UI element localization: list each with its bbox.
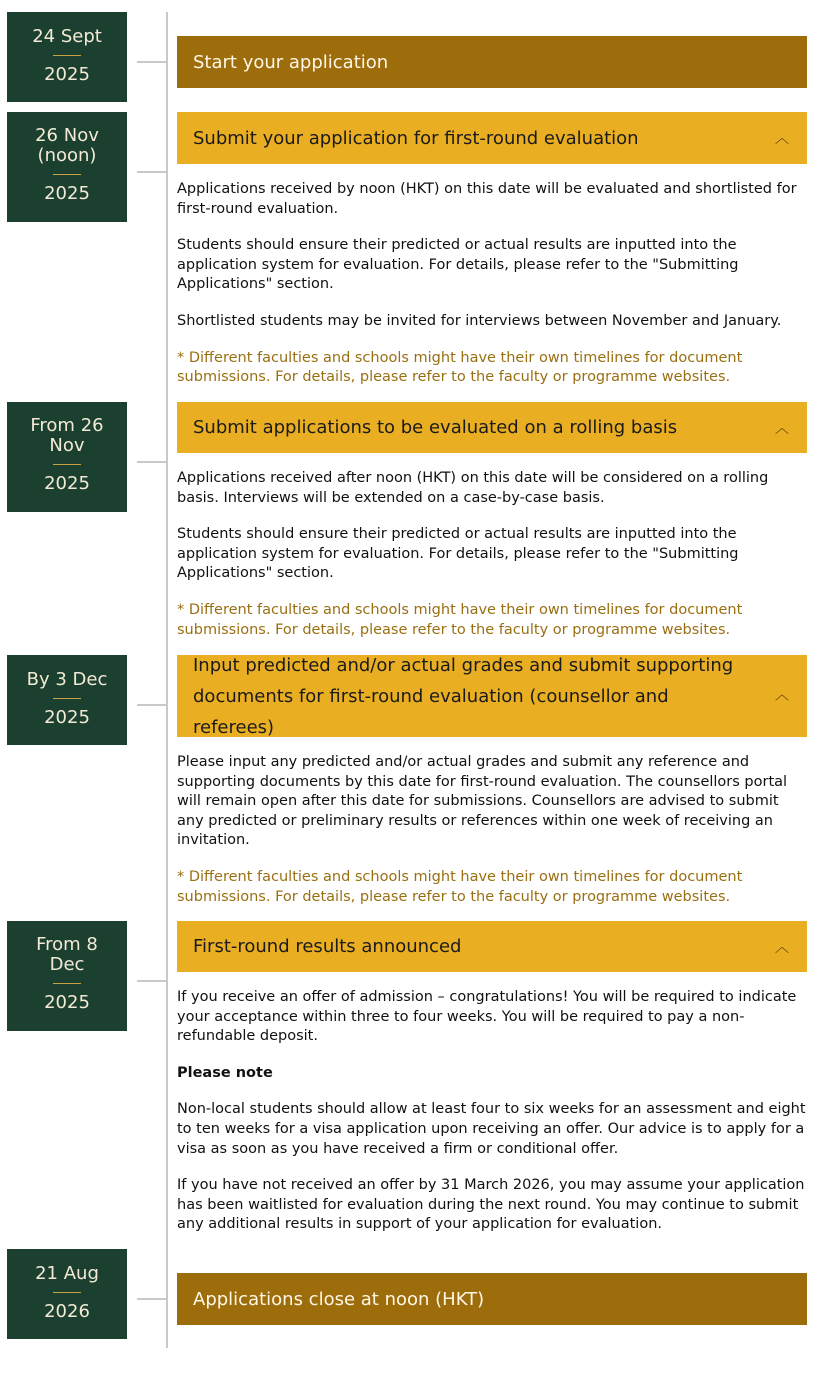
date-year: 2025 [44, 64, 90, 85]
milestone-title: Applications close at noon (HKT) [193, 1288, 485, 1310]
milestone-title: Start your application [193, 51, 389, 73]
date-label: Nov [49, 435, 85, 456]
chevron-up-icon[interactable]: ︿ [775, 687, 789, 704]
chevron-up-icon[interactable]: ︿ [775, 420, 789, 437]
body-paragraph: Students should ensure their predicted or actual results are inputted into the application system for evaluation. For details, please refer to the "Submitting Applications" section. [177, 237, 739, 293]
milestone-bar [177, 36, 807, 88]
body-paragraph: Shortlisted students may be invited for interviews between November and January. [177, 312, 782, 329]
date-year: 2026 [44, 1301, 90, 1322]
accordion-header[interactable] [177, 921, 807, 972]
timeline-connector [137, 461, 167, 463]
date-divider [53, 1292, 81, 1293]
date-year: 2025 [44, 183, 90, 204]
date-divider [53, 983, 81, 984]
accordion-body [177, 180, 809, 405]
date-box [7, 921, 127, 1031]
footnote-text: * Different faculties and schools might have their own timelines for document submissions. For details, please refer to the faculty or programme websites. [177, 349, 743, 386]
accordion-body [177, 469, 809, 657]
accordion-body [177, 753, 809, 924]
footnote-text: * Different faculties and schools might have their own timelines for document submissions. For details, please refer to the faculty or programme websites. [177, 868, 743, 905]
date-label: From 8 [36, 934, 98, 955]
date-divider [53, 55, 81, 56]
date-label: 21 Aug [35, 1263, 99, 1284]
date-divider [53, 464, 81, 465]
accordion-header[interactable] [177, 112, 807, 164]
timeline-connector [137, 704, 167, 706]
date-label: Dec [49, 954, 85, 975]
body-paragraph: Applications received by noon (HKT) on this date will be evaluated and shortlisted for first-round evaluation. [177, 181, 797, 217]
timeline-connector [137, 980, 167, 982]
date-box [7, 655, 127, 745]
body-paragraph: If you receive an offer of admission – congratulations! You will be required to indicate your acceptance within three to four weeks. You will be required to pay a non-refundable deposit. [177, 989, 797, 1045]
date-year: 2025 [44, 707, 90, 728]
milestone-title: Input predicted and/or actual grades and submit supporting documents for first-round evaluation (counsellor and referees) [193, 654, 734, 738]
date-box [7, 12, 127, 102]
date-label: By 3 Dec [26, 669, 108, 690]
body-paragraph: Applications received after noon (HKT) on this date will be considered on a rolling basis. Interviews will be extended on a case-by-case basis. [177, 470, 769, 506]
date-divider [53, 174, 81, 175]
accordion-body [177, 988, 809, 1252]
date-label: (noon) [37, 145, 97, 166]
accordion-header[interactable] [177, 655, 807, 737]
milestone-title: Submit your application for first-round evaluation [193, 127, 639, 149]
chevron-up-icon[interactable]: ︿ [775, 131, 789, 147]
timeline-connector [137, 1298, 167, 1300]
date-box [7, 112, 127, 222]
milestone-title: Submit applications to be evaluated on a rolling basis [193, 417, 678, 438]
body-paragraph: Non-local students should allow at least four to six weeks for an assessment and eight to ten weeks for a visa application upon receiving an offer. Our advice is to apply for a visa as soon as you have received a firm or conditional offer. [177, 1101, 806, 1157]
timeline-vertical-line [166, 12, 168, 1348]
body-paragraph: If you have not received an offer by 31 March 2026, you may assume your application has been waitlisted for evaluation during the next round. You may continue to submit any additional results in support of your application for evaluation. [177, 1177, 805, 1233]
date-label: 26 Nov [35, 125, 99, 146]
milestone-bar [177, 1273, 807, 1325]
body-paragraph: Students should ensure their predicted or actual results are inputted into the application system for evaluation. For details, please refer to the "Submitting Applications" section. [177, 526, 739, 582]
date-label: 24 Sept [32, 26, 102, 47]
timeline-connector [137, 61, 167, 63]
accordion-header[interactable] [177, 402, 807, 453]
body-paragraph: Please input any predicted and/or actual grades and submit any reference and supporting documents by this date for first-round evaluation. The counsellors portal will remain open after this date for submissions. Counsellors are advised to submit any predicted or preliminary results or references within one week of receiving an invitation. [177, 754, 788, 849]
date-box [7, 1249, 127, 1339]
date-divider [53, 698, 81, 699]
subheading: Please note [177, 1064, 273, 1081]
footnote-text: * Different faculties and schools might have their own timelines for document submissions. For details, please refer to the faculty or programme websites. [177, 601, 743, 638]
milestone-title: First-round results announced [193, 936, 462, 957]
timeline-connector [137, 171, 167, 173]
date-year: 2025 [44, 992, 90, 1013]
date-box [7, 402, 127, 512]
date-label: From 26 [30, 415, 104, 436]
date-year: 2025 [44, 473, 90, 494]
chevron-up-icon[interactable]: ︿ [775, 939, 789, 956]
